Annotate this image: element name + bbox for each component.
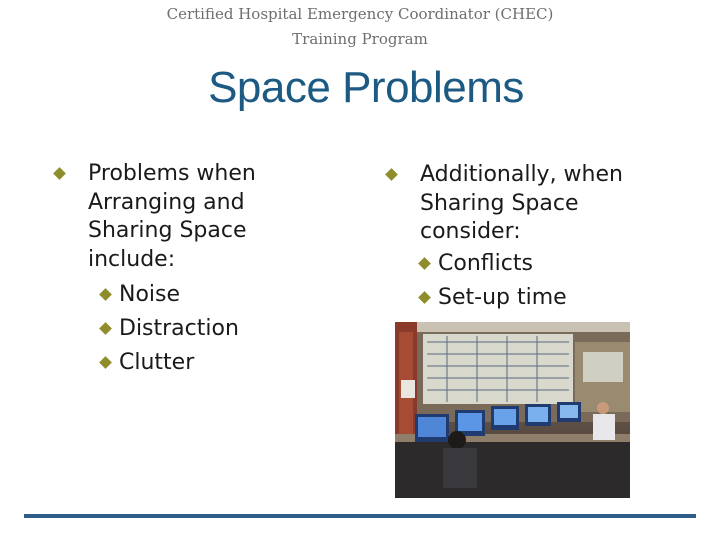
sub-item-noise: [52, 278, 292, 312]
footer-divider: [24, 514, 696, 518]
diamond-bullet-icon: [99, 288, 112, 301]
sub-item-label: Noise: [119, 282, 181, 307]
diamond-bullet-icon: [99, 356, 112, 369]
sub-item-label: Conflicts: [438, 250, 533, 276]
sub-bullet-list: [52, 278, 292, 380]
photo-illustration: [395, 322, 630, 498]
diamond-bullet-icon: [99, 322, 112, 335]
sub-item-label: Clutter: [119, 350, 195, 375]
diamond-bullet-icon: [418, 291, 431, 304]
diamond-bullet-icon: [53, 167, 66, 180]
slide-header: [0, 2, 720, 52]
right-column: [384, 161, 684, 315]
sub-item-distraction: [52, 312, 292, 346]
sub-item-clutter: [52, 346, 292, 380]
bullet-text: Problems when Arranging and Sharing Space include:: [88, 161, 256, 272]
sub-item-label: Distraction: [119, 316, 239, 341]
bullet-item-problems: [52, 160, 292, 274]
header-line-2: Training Program: [292, 30, 428, 48]
emergency-operations-room-photo: [395, 322, 630, 498]
diamond-bullet-icon: [385, 168, 398, 181]
sub-item-setup-time: [384, 281, 684, 315]
header-line-1: Certified Hospital Emergency Coordinator (CHEC): [166, 5, 554, 23]
sub-item-conflicts: [384, 247, 684, 281]
slide-title: Space Problems: [208, 63, 524, 112]
bullet-text: Additionally, when Sharing Space consider:: [420, 162, 623, 244]
sub-item-label: Set-up time: [438, 284, 567, 310]
diamond-bullet-icon: [418, 257, 431, 270]
sub-bullet-list: [384, 247, 684, 315]
bullet-item-additionally: [384, 161, 684, 247]
left-column: [52, 160, 292, 380]
